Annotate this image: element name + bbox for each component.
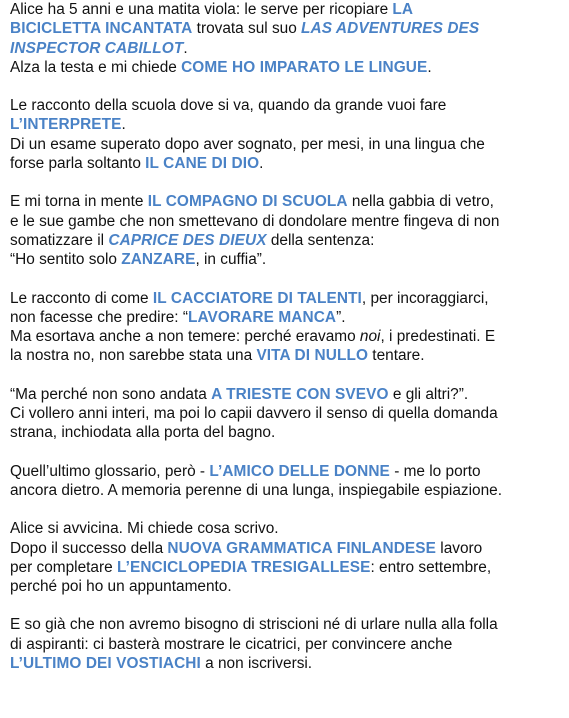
highlighted-title-link[interactable]: LA	[392, 1, 414, 18]
text-line	[10, 19, 563, 38]
paragraph	[10, 96, 563, 173]
highlighted-title-link[interactable]: COME HO IMPARATO LE LINGUE	[181, 58, 428, 76]
paragraph	[10, 519, 563, 596]
text-line	[10, 615, 563, 634]
body-text: .	[121, 116, 126, 134]
highlighted-title-link[interactable]: VITA DI NULLO	[256, 347, 369, 365]
highlighted-title-link[interactable]: L’INTERPRETE	[10, 116, 122, 134]
body-text: nella gabbia di vetro,	[347, 193, 494, 211]
body-text: trovata sul suo	[192, 20, 302, 38]
body-text: e le sue gambe che non smettevano di dondolare mentre fingeva di non	[10, 212, 500, 230]
text-line	[10, 289, 563, 308]
body-text: E mi torna in mente	[10, 193, 148, 211]
body-text: .	[183, 39, 188, 57]
highlighted-title-link[interactable]: IL COMPAGNO DI SCUOLA	[147, 193, 348, 211]
body-text: , i predestinati. E	[380, 328, 496, 346]
text-line	[10, 519, 563, 538]
body-text: “Ma perché non sono andata	[10, 385, 212, 403]
highlighted-title-link[interactable]: IL CANE DI DIO	[145, 155, 260, 173]
body-text: della sentenza:	[266, 231, 375, 249]
body-text: E so già che non avremo bisogno di striscioni né di urlare nulla alla folla	[10, 616, 498, 634]
body-text: Ma esortava anche a non temere: perché eravamo	[10, 328, 360, 346]
body-text: per completare	[10, 558, 117, 576]
body-text: forse parla soltanto	[10, 155, 146, 173]
highlighted-title-link[interactable]: A TRIESTE CON SVEVO	[211, 385, 389, 403]
text-line	[10, 192, 563, 211]
text-line	[10, 635, 563, 654]
body-text: Quell’ultimo glossario, però -	[10, 462, 210, 480]
body-text: Di un esame superato dopo aver sognato, per mesi, in una lingua che	[10, 135, 485, 153]
highlighted-title-link[interactable]: L’AMICO DELLE DONNE	[209, 462, 390, 480]
text-line	[10, 346, 563, 365]
text-line	[10, 558, 563, 577]
text-line	[10, 327, 563, 346]
body-text: “Ho sentito solo	[10, 251, 122, 269]
body-text: la nostra no, non sarebbe stata una	[10, 347, 257, 365]
highlighted-title-link[interactable]: ZANZARE	[121, 251, 196, 269]
body-text: : entro settembre,	[370, 558, 492, 576]
body-text: tentare.	[368, 347, 425, 365]
highlighted-title-link[interactable]: LAS ADVENTURES DES	[301, 20, 480, 38]
text-line	[10, 308, 563, 327]
body-text: .	[427, 58, 432, 76]
highlighted-title-link[interactable]: LAVORARE MANCA	[187, 308, 337, 326]
body-text: non facesse che predire: “	[10, 308, 188, 326]
text-line	[10, 58, 563, 77]
body-text: Alice ha 5 anni e una matita viola: le serve per ricopiare	[10, 1, 393, 18]
body-text: Alza la testa e mi chiede	[10, 58, 182, 76]
text-line	[10, 115, 563, 134]
body-text: lavoro	[436, 539, 483, 557]
text-line	[10, 135, 563, 154]
text-line	[10, 231, 563, 250]
body-text: - me lo porto	[389, 462, 481, 480]
paragraph	[10, 289, 563, 366]
highlighted-title-link[interactable]: IL CACCIATORE DI TALENTI	[152, 289, 362, 307]
highlighted-title-link[interactable]: INSPECTOR CABILLOT	[10, 39, 184, 57]
body-text: di aspiranti: ci basterà mostrare le cicatrici, per convincere anche	[10, 635, 453, 653]
body-text: perché poi ho un appuntamento.	[10, 578, 232, 596]
body-text: e gli altri?”.	[388, 385, 469, 403]
highlighted-title-link[interactable]: L’ULTIMO DEI VOSTIACHI	[10, 655, 201, 673]
body-text: Le racconto di come	[10, 289, 153, 307]
highlighted-title-link[interactable]: CAPRICE DES DIEUX	[108, 231, 267, 249]
body-text: Le racconto della scuola dove si va, quando da grande vuoi fare	[10, 97, 447, 115]
paragraph	[10, 192, 563, 269]
text-line	[10, 539, 563, 558]
body-text: ancora dietro. A memoria perenne di una lunga, inspiegabile espiazione.	[10, 481, 502, 499]
text-line	[10, 481, 563, 500]
body-text: Alice si avvicina. Mi chiede cosa scrivo.	[10, 520, 279, 538]
body-text: strana, inchiodata alla porta del bagno.	[10, 424, 276, 442]
body-text: .	[259, 155, 264, 173]
text-line	[10, 385, 563, 404]
body-text: , per incoraggiarci,	[361, 289, 489, 307]
paragraph	[10, 615, 563, 673]
text-line	[10, 96, 563, 115]
body-text: ”.	[336, 308, 346, 326]
text-line	[10, 404, 563, 423]
text-line	[10, 577, 563, 596]
text-line	[10, 39, 563, 58]
text-line	[10, 212, 563, 231]
text-line	[10, 250, 563, 269]
body-text: Dopo il successo della	[10, 539, 168, 557]
text-line	[10, 0, 563, 19]
italic-text: noi	[359, 328, 381, 346]
text-line	[10, 462, 563, 481]
text-line	[10, 654, 563, 673]
text-line	[10, 423, 563, 442]
text-line	[10, 154, 563, 173]
highlighted-title-link[interactable]: NUOVA GRAMMATICA FINLANDESE	[167, 539, 437, 557]
body-text: , in cuffia”.	[195, 251, 267, 269]
paragraph	[10, 0, 563, 77]
body-text: Ci vollero anni interi, ma poi lo capii davvero il senso di quella domanda	[10, 405, 498, 423]
paragraph	[10, 385, 563, 443]
body-text: somatizzare il	[10, 231, 109, 249]
body-text: a non iscriversi.	[200, 655, 313, 673]
paragraph	[10, 462, 563, 501]
highlighted-title-link[interactable]: L’ENCICLOPEDIA TRESIGALLESE	[116, 558, 371, 576]
highlighted-title-link[interactable]: BICICLETTA INCANTATA	[10, 20, 193, 38]
